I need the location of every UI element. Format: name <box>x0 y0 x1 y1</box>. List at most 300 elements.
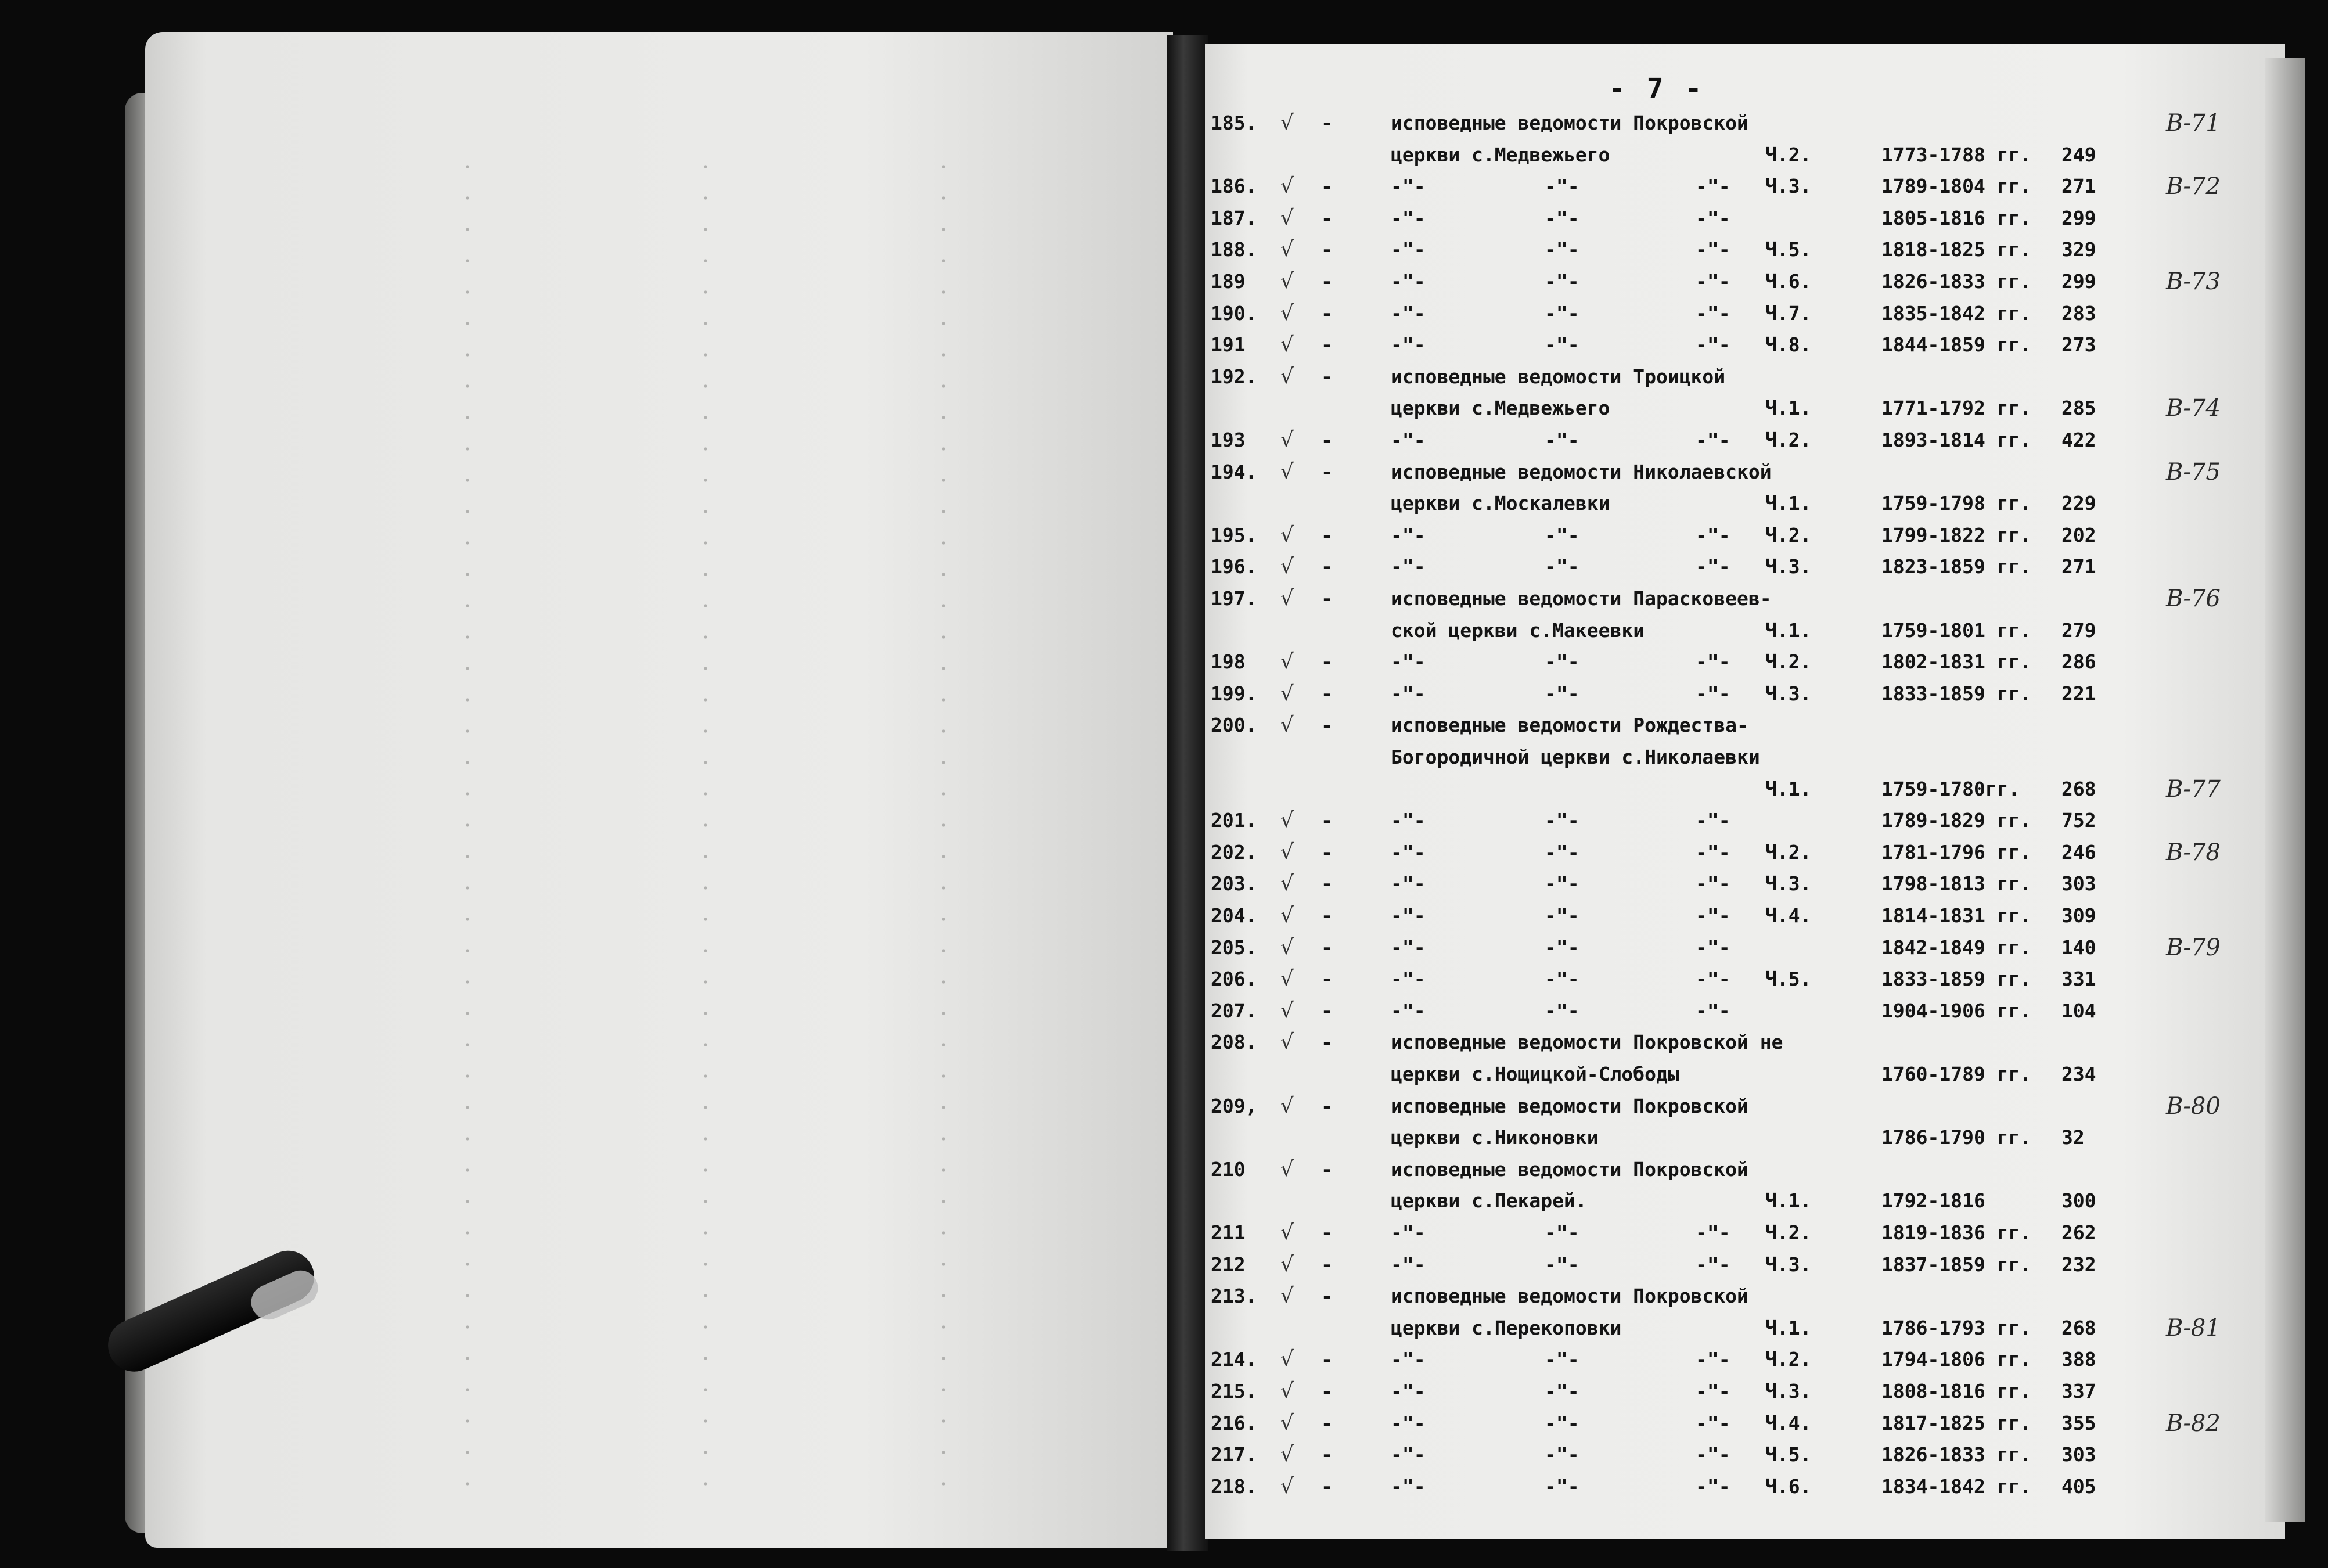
part-number: Ч.4. <box>1765 904 1812 927</box>
list-item <box>0 745 2328 777</box>
entry-number: 185. <box>1211 112 1257 134</box>
year-range: 1814-1831 гг. <box>1881 904 2032 927</box>
year-range: 1826-1833 гг. <box>1881 270 2032 293</box>
ditto-mark: -"- <box>1545 968 1579 991</box>
entry-number: 210 <box>1211 1157 1246 1181</box>
check-mark: √ <box>1280 111 1294 135</box>
year-range: 1759-1780гг. <box>1881 777 2020 800</box>
sheet-count: 286 <box>2061 650 2096 674</box>
sheet-count: 202 <box>2061 523 2096 546</box>
check-mark: √ <box>1280 301 1294 325</box>
check-mark: √ <box>1280 1411 1294 1435</box>
list-item <box>0 1315 2328 1348</box>
year-range: 1826-1833 гг. <box>1881 1443 2032 1466</box>
sheet-count: 388 <box>2061 1348 2096 1371</box>
ditto-mark: -"- <box>1545 1221 1579 1244</box>
part-number: Ч.3. <box>1765 175 1812 198</box>
check-mark: √ <box>1280 1284 1294 1308</box>
ditto-mark: -"- <box>1545 650 1579 674</box>
list-item <box>0 840 2328 872</box>
list-item <box>0 1030 2328 1062</box>
entry-number: 195. <box>1211 523 1257 546</box>
check-mark: √ <box>1280 1094 1294 1118</box>
sheet-count: 246 <box>2061 840 2096 864</box>
entry-number: 200. <box>1211 714 1257 737</box>
check-mark: √ <box>1280 1379 1294 1403</box>
list-item <box>0 459 2328 492</box>
entry-description: исповедные ведомости Покровской <box>1391 1157 1748 1181</box>
sheet-count: 405 <box>2061 1475 2096 1498</box>
entry-dash: - <box>1321 238 1333 261</box>
entry-dash: - <box>1321 840 1333 864</box>
part-number: Ч.3. <box>1765 1380 1812 1402</box>
ditto-mark: -"- <box>1696 270 1730 293</box>
entry-number: 206. <box>1211 968 1257 991</box>
year-range: 1760-1789 гг. <box>1881 1063 2032 1085</box>
part-number: Ч.2. <box>1765 650 1812 674</box>
year-range: 1837-1859 гг. <box>1881 1253 2032 1276</box>
ditto-mark: -"- <box>1696 555 1730 578</box>
entry-dash: - <box>1321 1411 1333 1434</box>
entry-dash: - <box>1321 1031 1333 1054</box>
entry-description: -"- <box>1391 904 1426 927</box>
check-mark: √ <box>1280 1443 1294 1467</box>
list-item <box>0 1379 2328 1411</box>
list-item <box>0 427 2328 460</box>
entry-dash: - <box>1321 523 1333 546</box>
entry-dash: - <box>1321 1253 1333 1276</box>
check-mark: √ <box>1280 1221 1294 1245</box>
list-item <box>0 1125 2328 1157</box>
check-mark: √ <box>1280 206 1294 230</box>
entry-dash: - <box>1321 904 1333 927</box>
shelf-code: В-77 <box>2166 775 2221 803</box>
year-range: 1834-1842 гг. <box>1881 1475 2032 1498</box>
check-mark: √ <box>1280 904 1294 927</box>
list-item <box>0 332 2328 365</box>
entry-description: -"- <box>1391 809 1426 832</box>
sheet-count: 268 <box>2061 1316 2096 1339</box>
entry-description: -"- <box>1391 238 1426 261</box>
entry-description: церкви с.Медвежьего <box>1391 397 1610 420</box>
check-mark: √ <box>1280 713 1294 738</box>
list-item <box>0 681 2328 714</box>
entry-description: церкви с.Медвежьего <box>1391 143 1610 166</box>
shelf-code: В-75 <box>2166 458 2221 485</box>
entry-number: 196. <box>1211 555 1257 578</box>
entry-number: 186. <box>1211 175 1257 198</box>
sheet-count: 303 <box>2061 872 2096 896</box>
part-number: Ч.6. <box>1765 1475 1812 1498</box>
entry-description: церкви с.Перекоповки <box>1391 1316 1622 1339</box>
entry-number: 191 <box>1211 333 1246 357</box>
list-item <box>0 808 2328 840</box>
ditto-mark: -"- <box>1696 1253 1730 1276</box>
sheet-count: 262 <box>2061 1221 2096 1244</box>
year-range: 1759-1798 гг. <box>1881 492 2032 515</box>
entry-number: 187. <box>1211 206 1257 229</box>
entry-dash: - <box>1321 301 1333 325</box>
list-item <box>0 110 2328 143</box>
entry-number: 192. <box>1211 365 1257 388</box>
year-range: 1817-1825 гг. <box>1881 1411 2032 1434</box>
entry-description: Богородичной церкви с.Николаевки <box>1391 746 1760 768</box>
entry-dash: - <box>1321 1475 1333 1498</box>
list-item <box>0 1094 2328 1126</box>
list-item <box>0 1252 2328 1285</box>
check-mark: √ <box>1280 872 1294 896</box>
year-range: 1842-1849 гг. <box>1881 936 2032 959</box>
year-range: 1835-1842 гг. <box>1881 301 2032 325</box>
year-range: 1823-1859 гг. <box>1881 555 2032 578</box>
entry-description: исповедные ведомости Троицкой <box>1391 365 1726 388</box>
list-item <box>0 1347 2328 1379</box>
year-range: 1819-1836 гг. <box>1881 1221 2032 1244</box>
sheet-count: 329 <box>2061 238 2096 261</box>
check-mark: √ <box>1280 1252 1294 1276</box>
entry-description: -"- <box>1391 872 1426 896</box>
entry-number: 218. <box>1211 1475 1257 1498</box>
list-item <box>0 1283 2328 1316</box>
entry-dash: - <box>1321 270 1333 293</box>
ditto-mark: -"- <box>1696 175 1730 198</box>
entry-description: -"- <box>1391 1348 1426 1371</box>
entry-dash: - <box>1321 1380 1333 1402</box>
list-item <box>0 966 2328 999</box>
entry-dash: - <box>1321 872 1333 896</box>
entry-description: -"- <box>1391 333 1426 357</box>
entry-description: исповедные ведомости Покровской <box>1391 1285 1748 1308</box>
check-mark: √ <box>1280 681 1294 706</box>
ditto-mark: -"- <box>1696 1380 1730 1402</box>
ditto-mark: -"- <box>1696 523 1730 546</box>
list-item <box>0 554 2328 587</box>
ditto-mark: -"- <box>1696 904 1730 927</box>
entry-number: 212 <box>1211 1253 1246 1276</box>
ditto-mark: -"- <box>1545 904 1579 927</box>
entry-description: ской церкви с.Макеевки <box>1391 618 1645 642</box>
part-number: Ч.4. <box>1765 1411 1812 1434</box>
entry-number: 203. <box>1211 872 1257 896</box>
ditto-mark: -"- <box>1696 840 1730 864</box>
list-item <box>0 618 2328 650</box>
year-range: 1789-1829 гг. <box>1881 809 2032 832</box>
entry-description: -"- <box>1391 523 1426 546</box>
part-number: Ч.5. <box>1765 1443 1812 1466</box>
ditto-mark: -"- <box>1545 999 1579 1022</box>
sheet-count: 309 <box>2061 904 2096 927</box>
ditto-mark: -"- <box>1696 429 1730 451</box>
part-number: Ч.5. <box>1765 238 1812 261</box>
entry-number: 214. <box>1211 1348 1257 1371</box>
sheet-count: 249 <box>2061 143 2096 166</box>
entry-dash: - <box>1321 968 1333 991</box>
part-number: Ч.1. <box>1765 1316 1812 1339</box>
ditto-mark: -"- <box>1696 650 1730 674</box>
entry-number: 217. <box>1211 1443 1257 1466</box>
entry-dash: - <box>1321 175 1333 198</box>
part-number: Ч.1. <box>1765 618 1812 642</box>
entry-dash: - <box>1321 809 1333 832</box>
entry-dash: - <box>1321 1348 1333 1371</box>
check-mark: √ <box>1280 459 1294 484</box>
list-item <box>0 1474 2328 1506</box>
entry-dash: - <box>1321 206 1333 229</box>
ditto-mark: -"- <box>1545 206 1579 229</box>
entry-description: -"- <box>1391 840 1426 864</box>
list-item <box>0 491 2328 523</box>
entry-description: -"- <box>1391 270 1426 293</box>
part-number: Ч.2. <box>1765 1348 1812 1371</box>
year-range: 1904-1906 гг. <box>1881 999 2032 1022</box>
check-mark: √ <box>1280 998 1294 1023</box>
check-mark: √ <box>1280 650 1294 674</box>
shelf-code: В-72 <box>2166 173 2221 200</box>
list-item <box>0 364 2328 397</box>
entry-number: 213. <box>1211 1285 1257 1308</box>
list-item <box>0 998 2328 1031</box>
entry-description: исповедные ведомости Рождества- <box>1391 714 1748 737</box>
part-number: Ч.2. <box>1765 840 1812 864</box>
entry-description: -"- <box>1391 1253 1426 1276</box>
check-mark: √ <box>1280 174 1294 199</box>
entry-description: -"- <box>1391 175 1426 198</box>
entry-number: 201. <box>1211 809 1257 832</box>
entry-number: 208. <box>1211 1031 1257 1054</box>
entry-number: 216. <box>1211 1411 1257 1434</box>
entry-description: -"- <box>1391 1443 1426 1466</box>
sheet-count: 422 <box>2061 429 2096 451</box>
check-mark: √ <box>1280 1157 1294 1181</box>
ditto-mark: -"- <box>1545 809 1579 832</box>
ditto-mark: -"- <box>1545 1380 1579 1402</box>
entry-dash: - <box>1321 460 1333 483</box>
sheet-count: 221 <box>2061 682 2096 705</box>
entry-description: -"- <box>1391 936 1426 959</box>
entry-description: -"- <box>1391 301 1426 325</box>
entry-description: -"- <box>1391 206 1426 229</box>
part-number: Ч.1. <box>1765 1189 1812 1213</box>
ditto-mark: -"- <box>1545 555 1579 578</box>
ditto-mark: -"- <box>1545 270 1579 293</box>
shelf-code: В-74 <box>2166 395 2221 422</box>
entry-description: церкви с.Пекарей. <box>1391 1189 1587 1213</box>
sheet-count: 232 <box>2061 1253 2096 1276</box>
list-item <box>0 1220 2328 1253</box>
entry-dash: - <box>1321 936 1333 959</box>
entry-number: 189 <box>1211 270 1246 293</box>
part-number: Ч.8. <box>1765 333 1812 357</box>
entry-number: 204. <box>1211 904 1257 927</box>
year-range: 1771-1792 гг. <box>1881 397 2032 420</box>
ditto-mark: -"- <box>1696 238 1730 261</box>
ditto-mark: -"- <box>1696 872 1730 896</box>
sheet-count: 279 <box>2061 618 2096 642</box>
list-item <box>0 1442 2328 1475</box>
sheet-count: 331 <box>2061 968 2096 991</box>
sheet-count: 104 <box>2061 999 2096 1022</box>
year-range: 1794-1806 гг. <box>1881 1348 2032 1371</box>
part-number: Ч.2. <box>1765 1221 1812 1244</box>
ditto-mark: -"- <box>1696 968 1730 991</box>
sheet-count: 32 <box>2061 1126 2085 1149</box>
list-item <box>0 586 2328 618</box>
list-item <box>0 142 2328 175</box>
ditto-mark: -"- <box>1696 333 1730 357</box>
shelf-code: В-81 <box>2166 1314 2221 1342</box>
ditto-mark: -"- <box>1545 840 1579 864</box>
shelf-code: В-82 <box>2166 1409 2221 1437</box>
check-mark: √ <box>1280 935 1294 959</box>
year-range: 1818-1825 гг. <box>1881 238 2032 261</box>
year-range: 1844-1859 гг. <box>1881 333 2032 357</box>
year-range: 1833-1859 гг. <box>1881 682 2032 705</box>
part-number: Ч.6. <box>1765 270 1812 293</box>
ditto-mark: -"- <box>1545 1443 1579 1466</box>
entry-dash: - <box>1321 1221 1333 1244</box>
list-item <box>0 935 2328 968</box>
year-range: 1808-1816 гг. <box>1881 1380 2032 1402</box>
ditto-mark: -"- <box>1696 1348 1730 1371</box>
entry-number: 198 <box>1211 650 1246 674</box>
ditto-mark: -"- <box>1696 809 1730 832</box>
entry-number: 197. <box>1211 587 1257 610</box>
part-number: Ч.3. <box>1765 682 1812 705</box>
check-mark: √ <box>1280 269 1294 293</box>
year-range: 1781-1796 гг. <box>1881 840 2032 864</box>
sheet-count: 283 <box>2061 301 2096 325</box>
ditto-mark: -"- <box>1545 333 1579 357</box>
sheet-count: 140 <box>2061 936 2096 959</box>
part-number: Ч.2. <box>1765 429 1812 451</box>
entry-description: церкви с.Москалевки <box>1391 492 1610 515</box>
entry-number: 202. <box>1211 840 1257 864</box>
ditto-mark: -"- <box>1696 999 1730 1022</box>
part-number: Ч.5. <box>1765 968 1812 991</box>
ditto-mark: -"- <box>1545 936 1579 959</box>
entry-number: 207. <box>1211 999 1257 1022</box>
list-item <box>0 206 2328 238</box>
entry-number: 194. <box>1211 460 1257 483</box>
check-mark: √ <box>1280 840 1294 864</box>
entry-description: исповедные ведомости Парасковеев- <box>1391 587 1772 610</box>
entry-description: -"- <box>1391 650 1426 674</box>
ditto-mark: -"- <box>1696 1411 1730 1434</box>
entry-dash: - <box>1321 682 1333 705</box>
entry-description: -"- <box>1391 1411 1426 1434</box>
year-range: 1773-1788 гг. <box>1881 143 2032 166</box>
ditto-mark: -"- <box>1696 936 1730 959</box>
entry-number: 188. <box>1211 238 1257 261</box>
entry-dash: - <box>1321 112 1333 134</box>
ditto-mark: -"- <box>1696 206 1730 229</box>
ditto-mark: -"- <box>1696 1221 1730 1244</box>
ditto-mark: -"- <box>1696 301 1730 325</box>
year-range: 1802-1831 гг. <box>1881 650 2032 674</box>
list-item <box>0 174 2328 206</box>
part-number: Ч.1. <box>1765 777 1812 800</box>
entry-description: -"- <box>1391 999 1426 1022</box>
shelf-code: В-78 <box>2166 839 2221 866</box>
check-mark: √ <box>1280 428 1294 452</box>
sheet-count: 299 <box>2061 270 2096 293</box>
part-number: Ч.1. <box>1765 492 1812 515</box>
entry-number: 199. <box>1211 682 1257 705</box>
part-number: Ч.2. <box>1765 143 1812 166</box>
shelf-code: В-80 <box>2166 1092 2221 1120</box>
list-item <box>0 523 2328 555</box>
sheet-count: 285 <box>2061 397 2096 420</box>
ditto-mark: -"- <box>1545 1348 1579 1371</box>
entry-number: 190. <box>1211 301 1257 325</box>
list-item <box>0 713 2328 745</box>
entry-dash: - <box>1321 365 1333 388</box>
entry-description: -"- <box>1391 1475 1426 1498</box>
ditto-mark: -"- <box>1545 1475 1579 1498</box>
sheet-count: 268 <box>2061 777 2096 800</box>
check-mark: √ <box>1280 523 1294 547</box>
entry-description: -"- <box>1391 429 1426 451</box>
entry-description: -"- <box>1391 555 1426 578</box>
entry-description: исповедные ведомости Николаевской <box>1391 460 1772 483</box>
ditto-mark: -"- <box>1545 301 1579 325</box>
entry-dash: - <box>1321 1157 1333 1181</box>
entry-dash: - <box>1321 714 1333 737</box>
year-range: 1792-1816 <box>1881 1189 1985 1213</box>
check-mark: √ <box>1280 555 1294 579</box>
sheet-count: 300 <box>2061 1189 2096 1213</box>
sheet-count: 271 <box>2061 555 2096 578</box>
entry-number: 193 <box>1211 429 1246 451</box>
entry-number: 215. <box>1211 1380 1257 1402</box>
sheet-count: 355 <box>2061 1411 2096 1434</box>
year-range: 1799-1822 гг. <box>1881 523 2032 546</box>
check-mark: √ <box>1280 808 1294 833</box>
entry-description: -"- <box>1391 968 1426 991</box>
list-item <box>0 1157 2328 1189</box>
year-range: 1789-1804 гг. <box>1881 175 2032 198</box>
sheet-count: 273 <box>2061 333 2096 357</box>
ditto-mark: -"- <box>1545 523 1579 546</box>
part-number: Ч.1. <box>1765 397 1812 420</box>
ditto-mark: -"- <box>1696 1475 1730 1498</box>
ditto-mark: -"- <box>1545 1411 1579 1434</box>
list-item <box>0 776 2328 809</box>
year-range: 1798-1813 гг. <box>1881 872 2032 896</box>
entry-dash: - <box>1321 1094 1333 1117</box>
year-range: 1786-1790 гг. <box>1881 1126 2032 1149</box>
year-range: 1805-1816 гг. <box>1881 206 2032 229</box>
sheet-count: 234 <box>2061 1063 2096 1085</box>
sheet-count: 337 <box>2061 1380 2096 1402</box>
part-number: Ч.3. <box>1765 555 1812 578</box>
entry-dash: - <box>1321 1443 1333 1466</box>
entry-description: -"- <box>1391 1221 1426 1244</box>
entry-dash: - <box>1321 333 1333 357</box>
part-number: Ч.2. <box>1765 523 1812 546</box>
list-item <box>0 649 2328 682</box>
list-item <box>0 395 2328 428</box>
shelf-code: В-79 <box>2166 934 2221 961</box>
entry-description: церкви с.Никоновки <box>1391 1126 1599 1149</box>
shelf-code: В-76 <box>2166 585 2221 612</box>
entry-dash: - <box>1321 429 1333 451</box>
list-item <box>0 269 2328 301</box>
entry-dash: - <box>1321 999 1333 1022</box>
year-range: 1786-1793 гг. <box>1881 1316 2032 1339</box>
entry-description: -"- <box>1391 1380 1426 1402</box>
entry-description: исповедные ведомости Покровской не <box>1391 1031 1783 1054</box>
